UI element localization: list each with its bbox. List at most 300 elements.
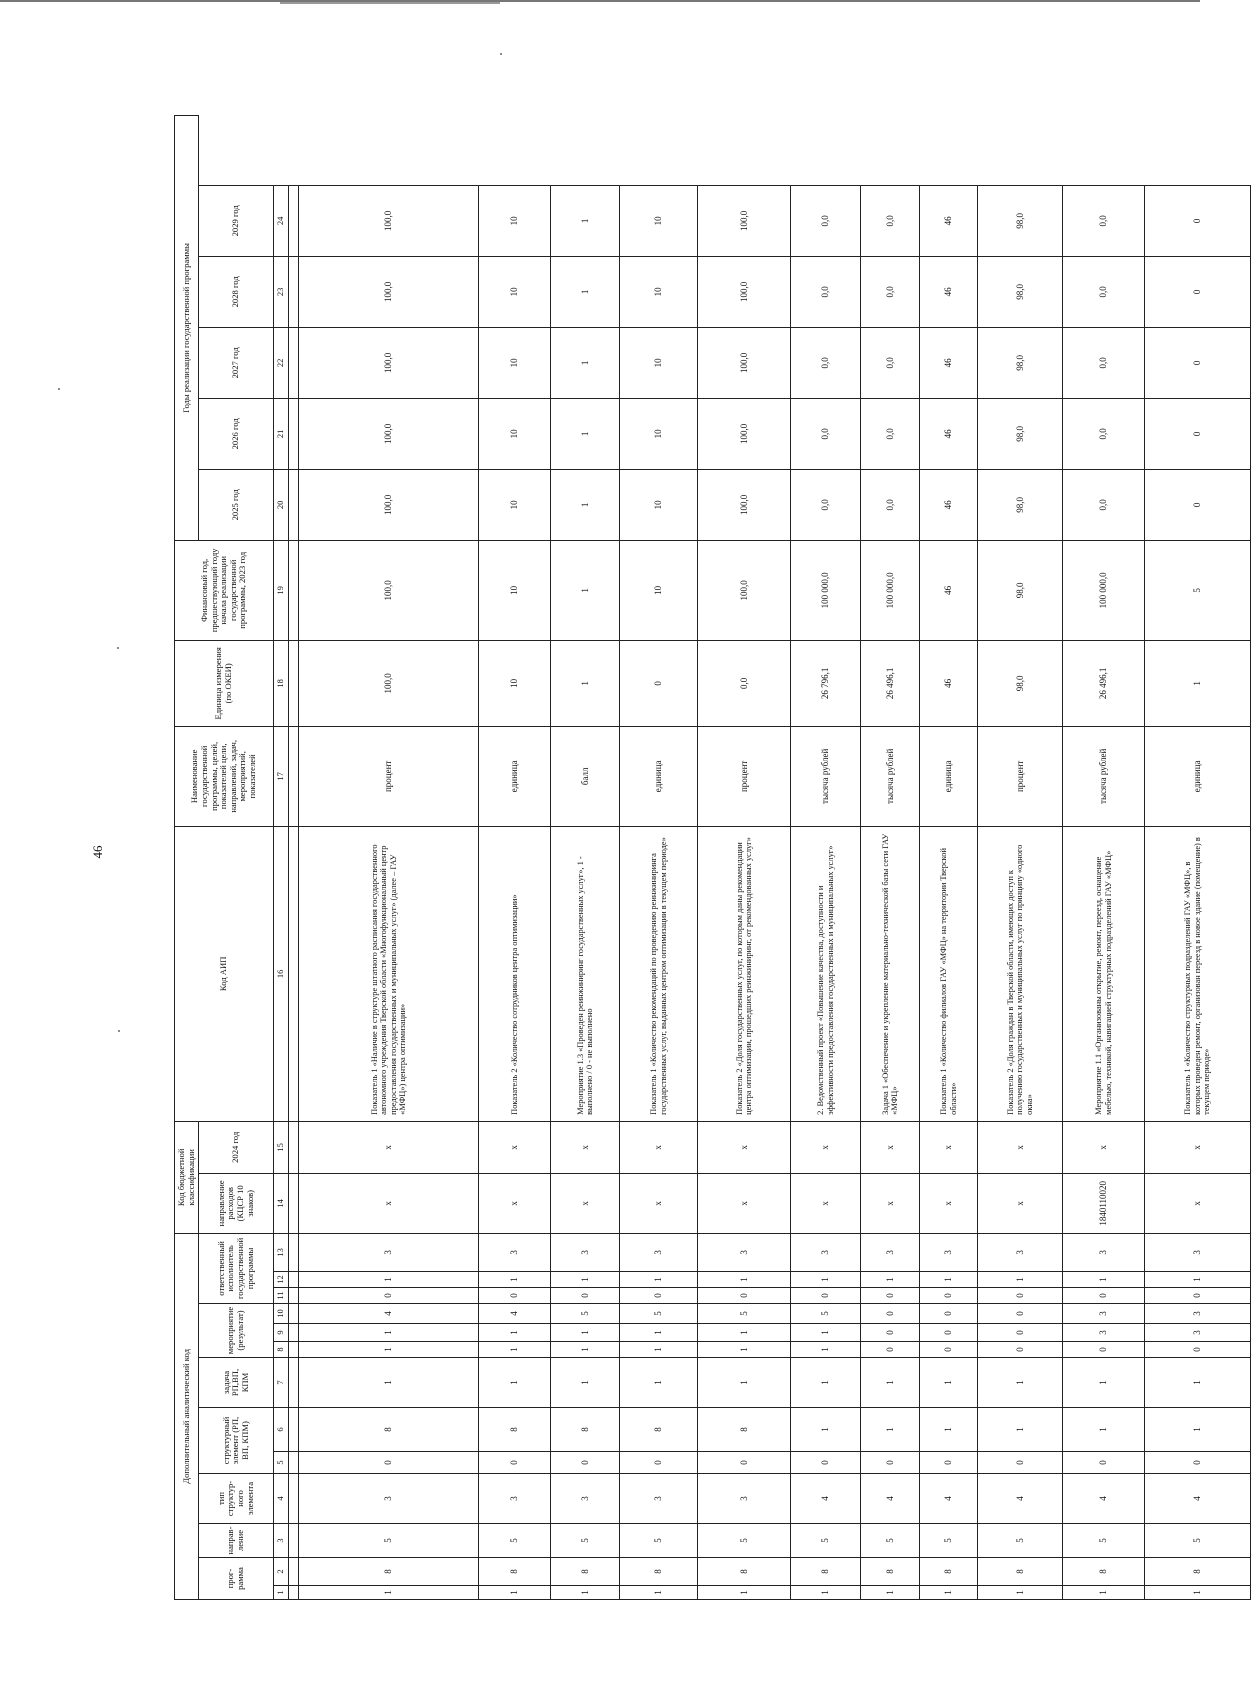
code-cell: 5 [978,1524,1063,1558]
code-cell: 0 [920,1342,978,1358]
row-year-value: 1 [551,256,620,327]
code-cell: 0 [1063,1452,1145,1474]
code-cell: x [698,1173,791,1233]
code-cell: 1 [551,1324,620,1342]
code-cell: 8 [920,1558,978,1586]
row-name: Задача 1 «Обеспечение и укрепление материально-технической базы сети ГАУ «МФЦ» [861,826,920,1121]
code-cell: x [978,1173,1063,1233]
code-cell: 1 [1145,1408,1251,1452]
blank-cell [289,540,299,640]
code-cell: 8 [551,1558,620,1586]
column-number: 6 [274,1408,289,1452]
row-year-value: 10 [620,398,698,469]
row-name: Показатель 1 «Количество структурных подразделений ГАУ «МФЦ», в которых проведен ремонт, организован переезд в новое здание (помещение) в текущем периоде» [1145,826,1251,1121]
code-cell: 1 [479,1358,551,1408]
code-cell: x [620,1173,698,1233]
row-year-value: 0,0 [861,185,920,256]
row-year-value: 1 [551,540,620,640]
code-cell: 1 [620,1358,698,1408]
code-cell: 1840110020 [1063,1173,1145,1233]
table-row [861,116,920,1600]
code-cell: 0 [978,1342,1063,1358]
row-year-value: 98,0 [978,327,1063,398]
code-cell: 1 [299,1272,479,1288]
column-number: 10 [274,1304,289,1324]
column-number: 1 [274,1586,289,1600]
code-cell: 3 [978,1233,1063,1271]
row-year-value: 1 [551,185,620,256]
row-year-value: 46 [920,256,978,327]
blank-cell [289,640,299,726]
code-cell: 0 [1063,1288,1145,1304]
code-cell: 3 [920,1233,978,1271]
row-year-value: 0,0 [791,256,861,327]
column-number: 18 [274,640,289,726]
code-cell: x [920,1173,978,1233]
code-cell: 0 [1063,1342,1145,1358]
column-number: 17 [274,726,289,826]
code-cell: 3 [1063,1304,1145,1324]
code-cell: x [551,1173,620,1233]
column-number: 3 [274,1524,289,1558]
code-cell: 0 [978,1452,1063,1474]
code-cell: 5 [1063,1524,1145,1558]
code-cell: 1 [299,1324,479,1342]
row-year-value: 10 [620,540,698,640]
code-cell: 1 [1063,1586,1145,1600]
row-year-value: 0 [1145,469,1251,540]
code-cell: 1 [551,1342,620,1358]
row-year-value: 100,0 [698,540,791,640]
header-year: 2028 год [199,256,274,327]
row-name: Показатель 1 «Наличие в структуре штатного расписания государственного автономного учреждения Тверской области «Многофункциональный центр предоставления государственных и муниципальных услуг» (далее – ГАУ «МФЦ») центра оптимизации» [299,826,479,1121]
scan-dust [500,53,502,55]
blank-cell [289,1173,299,1233]
row-base-value: 10 [479,640,551,726]
code-cell: x [299,1173,479,1233]
code-cell: 1 [1063,1408,1145,1452]
code-cell: 8 [698,1408,791,1452]
row-unit: процент [299,726,479,826]
row-name: Показатель 2 «Количество сотрудников центра оптимизации» [479,826,551,1121]
row-year-value: 46 [920,185,978,256]
row-year-value: 98,0 [978,256,1063,327]
column-number: 9 [274,1324,289,1342]
code-cell: x [1145,1173,1251,1233]
code-cell: 1 [620,1272,698,1288]
row-unit: единица [1145,726,1251,826]
row-year-value: 100,0 [698,327,791,398]
code-cell: 0 [861,1342,920,1358]
code-cell: 1 [861,1586,920,1600]
code-cell: 3 [698,1233,791,1271]
code-cell: 0 [920,1324,978,1342]
code-cell: x [479,1121,551,1173]
row-unit: балл [551,726,620,826]
code-cell: 1 [1063,1358,1145,1408]
row-unit: тысяча рублей [861,726,920,826]
header-year: 2026 год [199,398,274,469]
column-number: 24 [274,185,289,256]
code-cell: 1 [920,1358,978,1408]
code-cell: 5 [861,1524,920,1558]
row-year-value: 0,0 [861,398,920,469]
code-cell: 8 [1145,1558,1251,1586]
code-cell: 1 [978,1586,1063,1600]
row-year-value: 0,0 [861,469,920,540]
header-zadacha: задача РП,ВП, КПМ [199,1358,274,1408]
blank-cell [289,1121,299,1173]
header-year: 2025 год [199,469,274,540]
code-cell: 1 [551,1272,620,1288]
header-struct: структурный элемент (РП, ВП, КПМ) [199,1408,274,1474]
code-cell: 0 [620,1452,698,1474]
code-cell: 3 [1145,1324,1251,1342]
row-year-value: 0,0 [791,469,861,540]
column-number: 20 [274,469,289,540]
code-cell: 5 [791,1524,861,1558]
row-year-value: 10 [479,540,551,640]
code-cell: 1 [861,1408,920,1452]
scan-mark-top-dash [280,2,500,4]
code-cell: x [861,1173,920,1233]
code-cell: 5 [620,1304,698,1324]
blank-cell [289,1452,299,1474]
row-year-value: 1 [551,398,620,469]
code-cell: 0 [861,1324,920,1342]
code-cell: 8 [1063,1558,1145,1586]
code-cell: 1 [920,1408,978,1452]
row-year-value: 0 [1145,327,1251,398]
row-year-value: 46 [920,540,978,640]
row-year-value: 0,0 [791,398,861,469]
code-cell: 5 [551,1524,620,1558]
row-year-value: 46 [920,398,978,469]
code-cell: 3 [1145,1304,1251,1324]
code-cell: 1 [698,1342,791,1358]
table-row [920,116,978,1600]
code-cell: 1 [479,1342,551,1358]
column-number: 13 [274,1233,289,1271]
row-year-value: 5 [1145,540,1251,640]
code-cell: 1 [1063,1272,1145,1288]
code-cell: 3 [479,1474,551,1524]
code-cell: 4 [1145,1474,1251,1524]
code-cell: x [791,1121,861,1173]
code-cell: 4 [978,1474,1063,1524]
code-cell: 1 [479,1272,551,1288]
row-year-value: 0,0 [1063,185,1145,256]
blank-cell [289,826,299,1121]
blank-cell [289,1474,299,1524]
code-cell: 1 [791,1272,861,1288]
code-cell: 5 [1145,1524,1251,1558]
row-year-value: 0,0 [791,185,861,256]
blank-cell [289,327,299,398]
blank-cell [289,1342,299,1358]
row-year-value: 0,0 [1063,327,1145,398]
column-number: 12 [274,1272,289,1288]
table-row [620,116,698,1600]
table-row [551,116,620,1600]
blank-cell [289,398,299,469]
blank-cell [289,1358,299,1408]
code-cell: 0 [920,1288,978,1304]
header-aip: Код АИП [175,826,274,1121]
code-cell: 0 [299,1452,479,1474]
code-cell: 0 [698,1288,791,1304]
code-cell: 0 [299,1288,479,1304]
code-cell: x [551,1121,620,1173]
row-year-value: 100,0 [299,469,479,540]
row-year-value: 10 [620,469,698,540]
column-number: 5 [274,1452,289,1474]
scan-mark-top [0,0,1200,2]
row-year-value: 100 000,0 [861,540,920,640]
code-cell: 3 [299,1233,479,1271]
code-cell: 1 [861,1358,920,1408]
header-year: 2027 год [199,327,274,398]
code-cell: 4 [1063,1474,1145,1524]
code-cell: 8 [479,1558,551,1586]
code-cell: x [920,1121,978,1173]
code-cell: 3 [299,1474,479,1524]
row-unit: процент [978,726,1063,826]
code-cell: 3 [698,1474,791,1524]
table-row [299,116,479,1600]
code-cell: 1 [698,1272,791,1288]
code-cell: x [791,1173,861,1233]
code-cell: 1 [620,1586,698,1600]
column-number: 8 [274,1342,289,1358]
program-indicators-table [174,115,1251,1600]
row-year-value: 100,0 [698,185,791,256]
code-cell: x [1063,1121,1145,1173]
code-cell: 0 [978,1288,1063,1304]
code-cell: 1 [479,1586,551,1600]
row-year-value: 100,0 [299,185,479,256]
code-cell: 1 [920,1272,978,1288]
code-cell: 1 [978,1358,1063,1408]
row-base-value: 0,0 [698,640,791,726]
code-cell: 1 [698,1586,791,1600]
row-year-value: 98,0 [978,398,1063,469]
table-row [791,116,861,1600]
code-cell: 4 [479,1304,551,1324]
code-cell: 8 [620,1408,698,1452]
row-year-value: 100 000,0 [791,540,861,640]
code-cell: 1 [1145,1358,1251,1408]
code-cell: 5 [479,1524,551,1558]
code-cell: 3 [791,1233,861,1271]
row-year-value: 0,0 [1063,398,1145,469]
column-number: 2 [274,1558,289,1586]
row-name: Мероприятие 1.3 «Проведен реинжиниринг государственных услуг», 1 - выполнено / 0 - не выполнено [551,826,620,1121]
column-number: 23 [274,256,289,327]
code-cell: 3 [1063,1233,1145,1271]
header-name: Наименование государственной программы, целей, показателей цели, направлений, задач, мероприятий, показателей [175,726,274,826]
code-cell: 8 [551,1408,620,1452]
column-number: 4 [274,1474,289,1524]
blank-cell [289,1524,299,1558]
code-cell: 1 [791,1324,861,1342]
row-unit: единица [620,726,698,826]
scan-dust [118,1030,120,1032]
code-cell: 5 [551,1304,620,1324]
code-cell: 5 [620,1524,698,1558]
code-cell: 8 [479,1408,551,1452]
header-unit: Единица измерения (по ОКЕИ) [175,640,274,726]
row-year-value: 100,0 [698,256,791,327]
row-base-value: 0 [620,640,698,726]
blank-cell [289,185,299,256]
header-tip: тип структур-ного элемента [199,1474,274,1524]
code-cell: 3 [479,1233,551,1271]
code-cell: 4 [861,1474,920,1524]
row-name: Показатель 2 «Доля граждан в Тверской области, имеющих доступ к получению государственных и муниципальных услуг по принципу «одного окна» [978,826,1063,1121]
column-number: 11 [274,1288,289,1304]
code-cell: x [1145,1121,1251,1173]
code-cell: 8 [299,1408,479,1452]
code-cell: x [978,1121,1063,1173]
code-cell: x [479,1173,551,1233]
code-cell: 1 [1145,1586,1251,1600]
code-cell: 3 [551,1233,620,1271]
row-year-value: 1 [551,327,620,398]
blank-cell [289,1558,299,1586]
code-cell: 0 [861,1288,920,1304]
code-cell: x [620,1121,698,1173]
code-cell: 0 [479,1288,551,1304]
code-cell: 1 [978,1272,1063,1288]
blank-cell [289,1304,299,1324]
table-row [1145,116,1251,1600]
header-programma: прог-рамма [199,1558,274,1600]
code-cell: 1 [698,1324,791,1342]
code-cell: 1 [698,1358,791,1408]
row-base-value: 100,0 [299,640,479,726]
row-year-value: 98,0 [978,185,1063,256]
group-header-years: Годы реализации государственной программы [175,116,199,541]
row-base-value: 46 [920,640,978,726]
code-cell: 1 [299,1586,479,1600]
row-unit: тысяча рублей [791,726,861,826]
row-unit: единица [479,726,551,826]
code-cell: 5 [791,1304,861,1324]
row-year-value: 100,0 [299,398,479,469]
group-header-kbk: Код бюджетной классификации [175,1121,199,1233]
code-cell: 1 [479,1324,551,1342]
row-year-value: 0,0 [1063,256,1145,327]
blank-cell [289,726,299,826]
row-unit: тысяча рублей [1063,726,1145,826]
row-name: Показатель 2 «Доля государственных услуг, по которым даны рекомендации центра оптимизации, прошедших реинжиниринг, от рекомендованных услуг» [698,826,791,1121]
code-cell: 0 [1145,1452,1251,1474]
code-cell: 1 [551,1586,620,1600]
code-cell: 0 [479,1452,551,1474]
row-year-value: 0 [1145,398,1251,469]
code-cell: 4 [791,1474,861,1524]
scan-dust [117,647,119,649]
row-year-value: 100,0 [698,398,791,469]
code-cell: 1 [920,1586,978,1600]
code-cell: 1 [791,1342,861,1358]
code-cell: 0 [978,1324,1063,1342]
code-cell: 1 [861,1272,920,1288]
code-cell: 4 [299,1304,479,1324]
row-name: Показатель 1 «Количество филиалов ГАУ «МФЦ» на территории Тверской области» [920,826,978,1121]
header-meropriyatie: мероприятие (результат) [199,1304,274,1358]
code-cell: 5 [698,1304,791,1324]
header-rashod: направление расходов (КЦСР 10 знаков) [199,1173,274,1233]
table-row [978,116,1063,1600]
row-base-value: 1 [1145,640,1251,726]
row-year-value: 0,0 [791,327,861,398]
row-base-value: 26 796,1 [791,640,861,726]
table-row [698,116,791,1600]
code-cell: 1 [1145,1272,1251,1288]
column-number: 7 [274,1358,289,1408]
row-year-value: 100 000,0 [1063,540,1145,640]
code-cell: x [299,1121,479,1173]
code-cell: 0 [791,1288,861,1304]
code-cell: 1 [791,1408,861,1452]
code-cell: 3 [551,1474,620,1524]
row-year-value: 10 [479,185,551,256]
code-cell: 1 [299,1358,479,1408]
blank-cell [289,1288,299,1304]
code-cell: 0 [978,1304,1063,1324]
code-cell: 8 [620,1558,698,1586]
row-year-value: 0 [1145,256,1251,327]
code-cell: 0 [1145,1342,1251,1358]
code-cell: 4 [920,1474,978,1524]
row-name: Показатель 1 «Количество рекомендаций по проведению реинжиниринга государственных услуг, выданных центром оптимизации в текущем периоде» [620,826,698,1121]
code-cell: 5 [299,1524,479,1558]
row-year-value: 100,0 [299,540,479,640]
code-cell: 0 [551,1452,620,1474]
header-year: 2029 год [199,185,274,256]
row-year-value: 98,0 [978,540,1063,640]
code-cell: 8 [698,1558,791,1586]
row-year-value: 0 [1145,185,1251,256]
code-cell: 0 [920,1452,978,1474]
code-cell: 1 [620,1342,698,1358]
row-year-value: 100,0 [299,327,479,398]
group-header-dak: Дополнительный аналитический код [175,1233,199,1599]
row-year-value: 0,0 [861,327,920,398]
code-cell: 5 [698,1524,791,1558]
row-unit: единица [920,726,978,826]
scan-dust [58,388,60,390]
row-year-value: 46 [920,327,978,398]
code-cell: 0 [791,1452,861,1474]
column-number: 16 [274,826,289,1121]
row-year-value: 100,0 [299,256,479,327]
row-year-value: 10 [479,327,551,398]
row-year-value: 10 [479,398,551,469]
row-year-value: 98,0 [978,469,1063,540]
column-number: 22 [274,327,289,398]
row-year-value: 10 [620,256,698,327]
column-number: 21 [274,398,289,469]
blank-cell [289,1324,299,1342]
code-cell: 5 [920,1524,978,1558]
code-cell: 0 [861,1304,920,1324]
header-year: 2024 год [199,1121,274,1173]
row-year-value: 10 [479,469,551,540]
blank-cell [289,1408,299,1452]
